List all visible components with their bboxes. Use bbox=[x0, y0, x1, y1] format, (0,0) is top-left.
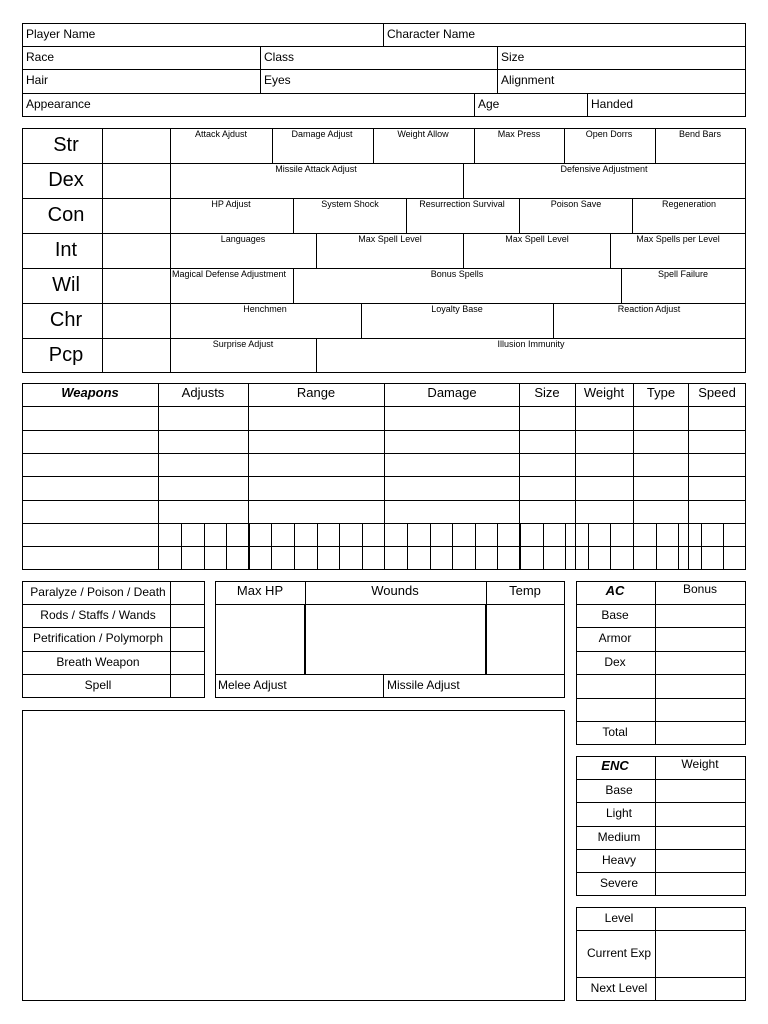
weapons-tick-line bbox=[520, 523, 521, 570]
divider bbox=[22, 651, 205, 652]
damage-adjust-label: Damage Adjust bbox=[291, 129, 353, 139]
weapons-header: Weapons bbox=[61, 385, 119, 400]
divider bbox=[304, 604, 306, 674]
stat-dex-label: Dex bbox=[48, 169, 84, 191]
divider bbox=[485, 604, 487, 674]
enc-medium-label: Medium bbox=[597, 830, 641, 844]
save-rods-label: Rods / Staffs / Wands bbox=[40, 608, 156, 622]
weapons-tick-line bbox=[362, 523, 363, 570]
weapons-tick-line bbox=[430, 523, 431, 570]
henchmen-label: Henchmen bbox=[243, 304, 287, 314]
stat-int-label: Int bbox=[54, 239, 78, 261]
weapons-tick-line bbox=[339, 523, 340, 570]
divider bbox=[373, 128, 374, 163]
level-label: Level bbox=[604, 911, 634, 925]
divider bbox=[576, 930, 746, 931]
weapons-tick-line bbox=[678, 523, 679, 570]
divider bbox=[497, 46, 498, 93]
divider bbox=[655, 128, 656, 163]
divider bbox=[22, 604, 205, 605]
enc-light-label: Light bbox=[605, 806, 633, 820]
divider bbox=[621, 268, 622, 303]
missile-adjust-field[interactable]: Missile Adjust bbox=[387, 678, 460, 692]
divider bbox=[293, 198, 294, 233]
divider bbox=[474, 128, 475, 163]
divider bbox=[576, 721, 746, 722]
melee-adjust-field[interactable]: Melee Adjust bbox=[218, 678, 287, 692]
weapons-tick-line bbox=[723, 523, 724, 570]
reaction-adjust-label: Reaction Adjust bbox=[617, 304, 681, 314]
divider bbox=[519, 198, 520, 233]
bend-bars-label: Bend Bars bbox=[678, 129, 722, 139]
weapons-tick-line bbox=[317, 523, 318, 570]
weapons-tick-line bbox=[475, 523, 476, 570]
divider bbox=[587, 93, 588, 117]
damage-header: Damage bbox=[427, 385, 477, 400]
weapons-tick-line bbox=[610, 523, 611, 570]
weapons-tick-line bbox=[271, 523, 272, 570]
hp-adjust-label: HP Adjust bbox=[211, 199, 251, 209]
stat-con-label: Con bbox=[47, 204, 85, 226]
class-field[interactable]: Class bbox=[264, 50, 295, 64]
max-hp-header: Max HP bbox=[236, 583, 284, 598]
hair-field[interactable]: Hair bbox=[26, 73, 49, 87]
save-spell-label: Spell bbox=[84, 678, 112, 692]
appearance-field[interactable]: Appearance bbox=[26, 97, 91, 111]
divider bbox=[260, 46, 261, 93]
ac-armor-label: Armor bbox=[598, 631, 632, 645]
weight-header: Weight bbox=[583, 385, 625, 400]
save-paralyze-label: Paralyze / Poison / Death bbox=[30, 585, 166, 599]
next-level-label: Next Level bbox=[590, 981, 648, 995]
divider bbox=[22, 198, 746, 199]
save-breath-label: Breath Weapon bbox=[56, 655, 140, 669]
range-header: Range bbox=[296, 385, 336, 400]
divider bbox=[170, 128, 171, 373]
divider bbox=[22, 93, 746, 94]
race-field[interactable]: Race bbox=[26, 50, 55, 64]
adjusts-header: Adjusts bbox=[181, 385, 225, 400]
divider bbox=[293, 268, 294, 303]
weapons-tick-line bbox=[407, 523, 408, 570]
open-doors-label: Open Dorrs bbox=[585, 129, 633, 139]
weapons-tick-line bbox=[226, 523, 227, 570]
divider bbox=[316, 233, 317, 268]
ac-bonus-header: Bonus bbox=[682, 582, 718, 596]
enc-heavy-label: Heavy bbox=[601, 853, 637, 867]
weapons-tick-line bbox=[181, 523, 182, 570]
poison-save-label: Poison Save bbox=[550, 199, 602, 209]
divider bbox=[576, 698, 746, 699]
divider bbox=[170, 581, 171, 698]
weapons-tick-line bbox=[294, 523, 295, 570]
eyes-field[interactable]: Eyes bbox=[264, 73, 291, 87]
bonus-spells-label: Bonus Spells bbox=[430, 269, 484, 279]
weapons-tick-line bbox=[497, 523, 498, 570]
divider bbox=[102, 128, 103, 373]
divider bbox=[553, 303, 554, 338]
illusion-immunity-label: Illusion Immunity bbox=[497, 339, 565, 349]
divider bbox=[22, 46, 746, 47]
divider bbox=[576, 779, 746, 780]
defensive-adjustment-label: Defensive Adjustment bbox=[560, 164, 648, 174]
regeneration-label: Regeneration bbox=[661, 199, 717, 209]
weapons-column-line bbox=[688, 383, 689, 570]
notes-area[interactable] bbox=[22, 710, 565, 1001]
player-name-field[interactable]: Player Name bbox=[26, 27, 96, 41]
divider bbox=[22, 674, 205, 675]
weapons-tick-line bbox=[384, 523, 385, 570]
divider bbox=[576, 977, 746, 978]
divider bbox=[564, 128, 565, 163]
spell-failure-label: Spell Failure bbox=[657, 269, 709, 279]
max-spells-per-level-label: Max Spells per Level bbox=[636, 234, 720, 244]
weapons-column-line bbox=[158, 383, 159, 570]
attack-adjust-label: Attack Ajdust bbox=[194, 129, 248, 139]
divider bbox=[576, 826, 746, 827]
divider bbox=[576, 651, 746, 652]
divider bbox=[361, 303, 362, 338]
system-shock-label: System Shock bbox=[321, 199, 379, 209]
divider bbox=[406, 198, 407, 233]
divider bbox=[215, 604, 565, 605]
stat-wil-label: Wil bbox=[52, 274, 80, 296]
divider bbox=[463, 233, 464, 268]
divider bbox=[272, 128, 273, 163]
weapons-tick-line bbox=[701, 523, 702, 570]
stat-chr-label: Chr bbox=[49, 309, 83, 331]
languages-label: Languages bbox=[220, 234, 266, 244]
weapons-tick-line bbox=[452, 523, 453, 570]
character-info-box bbox=[22, 23, 746, 117]
divider bbox=[576, 849, 746, 850]
weapons-tick-line bbox=[588, 523, 589, 570]
weapons-tick-line bbox=[249, 523, 250, 570]
size-field[interactable]: Size bbox=[501, 50, 525, 64]
divider bbox=[383, 23, 384, 46]
divider bbox=[632, 198, 633, 233]
alignment-field[interactable]: Alignment bbox=[501, 73, 555, 87]
save-petrification-label: Petrification / Polymorph bbox=[32, 631, 164, 645]
current-exp-label: Current Exp bbox=[586, 946, 652, 960]
character-name-field[interactable]: Character Name bbox=[387, 27, 476, 41]
ac-base-label: Base bbox=[601, 608, 629, 622]
weapons-column-line bbox=[575, 383, 576, 570]
magical-defense-adjustment-label: Magical Defense Adjustment bbox=[172, 269, 287, 279]
enc-base-label: Base bbox=[605, 783, 633, 797]
type-header: Type bbox=[646, 385, 676, 400]
weapons-tick-line bbox=[565, 523, 566, 570]
divider bbox=[576, 872, 746, 873]
handed-field[interactable]: Handed bbox=[591, 97, 634, 111]
ac-dex-label: Dex bbox=[604, 655, 626, 669]
stat-str-label: Str bbox=[53, 134, 79, 156]
divider bbox=[610, 233, 611, 268]
divider bbox=[576, 802, 746, 803]
max-spell-level-label: Max Spell Level bbox=[358, 234, 422, 244]
divider bbox=[655, 907, 656, 1001]
max-press-label: Max Press bbox=[497, 129, 541, 139]
weapons-tick-line bbox=[633, 523, 634, 570]
size-header: Size bbox=[534, 385, 560, 400]
ac-total-label: Total bbox=[602, 725, 628, 739]
max-spell-level-label-2: Max Spell Level bbox=[505, 234, 569, 244]
divider bbox=[383, 674, 384, 698]
divider bbox=[22, 338, 746, 339]
divider bbox=[22, 69, 746, 70]
divider bbox=[215, 674, 565, 675]
divider bbox=[576, 604, 746, 605]
divider bbox=[576, 674, 746, 675]
ac-header: AC bbox=[605, 583, 625, 598]
weight-allow-label: Weight Allow bbox=[397, 129, 449, 139]
divider bbox=[316, 338, 317, 373]
wounds-header: Wounds bbox=[371, 583, 419, 598]
stat-pcp-label: Pcp bbox=[48, 344, 84, 366]
missile-attack-adjust-label: Missile Attack Adjust bbox=[275, 164, 357, 174]
age-field[interactable]: Age bbox=[478, 97, 500, 111]
divider bbox=[576, 627, 746, 628]
weapons-tick-line bbox=[656, 523, 657, 570]
enc-header: ENC bbox=[601, 758, 629, 773]
surprise-adjust-label: Surprise Adjust bbox=[212, 339, 274, 349]
resurrection-survival-label: Resurrection Survival bbox=[419, 199, 505, 209]
loyalty-base-label: Loyalty Base bbox=[431, 304, 483, 314]
enc-weight-header: Weight bbox=[681, 757, 719, 771]
divider bbox=[22, 268, 746, 269]
weapons-tick-line bbox=[204, 523, 205, 570]
enc-severe-label: Severe bbox=[599, 876, 639, 890]
weapons-tick-line bbox=[543, 523, 544, 570]
speed-header: Speed bbox=[698, 385, 736, 400]
temp-header: Temp bbox=[509, 583, 541, 598]
divider bbox=[463, 163, 464, 198]
divider bbox=[22, 627, 205, 628]
divider bbox=[474, 93, 475, 117]
